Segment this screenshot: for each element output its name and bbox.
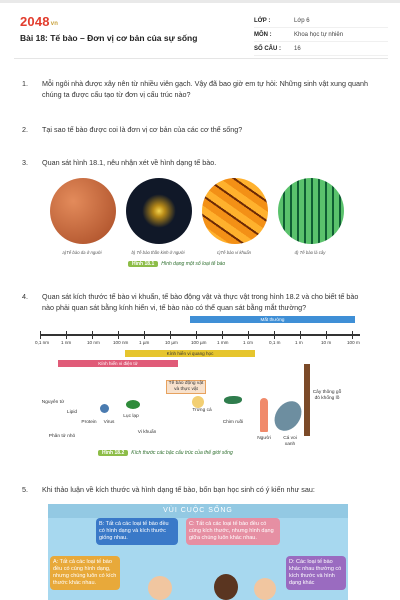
bar-naked-eye: Mắt thường	[190, 316, 355, 323]
figure-caption-18-1: Hình 18.1 Hình dạng một số loại tế bào	[128, 261, 225, 267]
chloroplast-icon	[126, 400, 140, 409]
skin-cell-image	[50, 178, 116, 244]
scale-tick-label: 10 µm	[165, 340, 178, 345]
caption-neuron: b) Tế bào thần kinh ở người	[131, 250, 185, 255]
bar-light-microscope: Kính hiển vi quang học	[125, 350, 255, 357]
question-2: 2. Tại sao tế bào được coi là đơn vị cơ bản của các cơ thể sống?	[22, 125, 243, 134]
scale-tick	[326, 331, 327, 339]
item-atom: Nguyên tử	[41, 400, 65, 405]
scale-tick-label: 0,1 m	[269, 340, 281, 345]
scale-tick-label: 1 nm	[61, 340, 72, 345]
scale-tick-label: 100 nm	[113, 340, 129, 345]
item-fish-egg: Trứng cá	[192, 408, 212, 413]
scale-tick	[196, 331, 197, 339]
student-avatar	[148, 576, 172, 600]
animal-plant-box: Tế bào động vật và thực vật	[166, 380, 206, 394]
neuron-image	[126, 178, 192, 244]
meta-row-count: SỐ CÂU : 16	[254, 42, 388, 56]
figure-18-2	[35, 316, 360, 466]
opinion-b: B: Tất cả các loại tế bào đều có hình dạng và kích thước giống nhau.	[96, 518, 178, 545]
scale-tick	[92, 331, 93, 339]
figure-caption-18-2: Hình 18.2 Kích thước các bậc cấu trúc của thế giới sống	[98, 450, 233, 456]
whale-icon	[269, 396, 307, 436]
item-lipid: Lipid	[66, 410, 78, 415]
scale-tick-label: 1 mm	[217, 340, 229, 345]
human-icon	[260, 398, 268, 432]
leaf-cell-image	[278, 178, 344, 244]
opinion-c: C: Tất cả các loại tế bào đều có cùng kích thước, nhưng hình dạng giữa chúng luôn khác nhau.	[186, 518, 280, 545]
discussion-illustration	[48, 504, 348, 600]
opinion-a: A: Tất cả các loại tế bào đều có cùng hình dạng, nhưng chúng luôn có kích thước khác nhau.	[50, 556, 120, 590]
question-4: 4. Quan sát kích thước tế bào vi khuẩn, tế bào động vật và thực vật trong hình 18.2 và cho biết tế bào nào phải quan sát bằng kính hiển vi, tế bào nào có thể quan sát bằng mắt thường?	[22, 292, 359, 312]
item-small-molecule: Phân tử nhỏ	[48, 434, 76, 439]
scale-tick-label: 10 m	[321, 340, 332, 345]
caption-leaf: d) Tế bào lá cây	[294, 250, 326, 255]
lesson-title: Bài 18: Tế bào – Đơn vị cơ bản của sự sống	[20, 33, 198, 43]
item-bacteria: Vi khuẩn	[137, 430, 157, 435]
scale-tick-label: 1 µm	[139, 340, 150, 345]
meta-row-class: LỚP : Lớp 6	[254, 14, 388, 28]
item-human: Người	[257, 436, 271, 441]
tree-icon	[304, 364, 310, 436]
scale-tick	[118, 331, 119, 339]
virus-icon	[100, 404, 109, 413]
item-hummingbird: Chim ruồi	[222, 420, 244, 425]
scale-tick-label: 100 µm	[191, 340, 207, 345]
question-3: 3. Quan sát hình 18.1, nêu nhận xét về hình dạng tế bào.	[22, 158, 217, 167]
item-protein: Protein	[81, 420, 97, 425]
scale-axis	[40, 334, 360, 336]
caption-skin: a)Tế bào da ở người	[62, 250, 102, 255]
meta-row-subject: MÔN : Khoa học tự nhiên	[254, 28, 388, 42]
scale-tick-label: 1 m	[295, 340, 303, 345]
scale-tick	[274, 331, 275, 339]
question-1: 1. Mỗi ngôi nhà được xây nên từ nhiều viên gạch. Vậy đã bao giờ em tự hỏi: Những sinh vật xung quanh chúng ta được cấu tạo từ đơn vị cấu trúc nào?	[22, 79, 368, 99]
hummingbird-icon	[224, 396, 242, 404]
scene-banner: VÙI CUỘC SỐNG	[48, 504, 348, 518]
fish-egg-icon	[192, 396, 204, 408]
bacteria-image	[202, 178, 268, 244]
lesson-meta	[254, 14, 388, 56]
scale-tick-label: 10 nm	[87, 340, 100, 345]
scale-tick	[300, 331, 301, 339]
scale-tick	[352, 331, 353, 339]
item-virus: Virus	[103, 420, 115, 425]
scale-tick	[40, 331, 41, 339]
item-chloroplast: Lục lạp	[123, 414, 139, 419]
worksheet-header	[14, 12, 388, 59]
scale-tick	[248, 331, 249, 339]
scale-tick	[222, 331, 223, 339]
scale-tick-label: 100 m	[347, 340, 360, 345]
opinion-d: D: Các loại tế bào khác nhau thường có kích thước và hình dạng khác	[286, 556, 346, 590]
bar-electron-microscope: Kính hiển vi điện tử	[58, 360, 178, 367]
caption-bacteria: c)Tế bào vi khuẩn	[216, 250, 252, 255]
scale-tick	[144, 331, 145, 339]
site-logo[interactable]: 2048vn	[20, 14, 59, 29]
top-divider	[0, 0, 400, 3]
scale-tick-label: 0,1 nm	[35, 340, 50, 345]
question-5: 5. Khi thảo luận về kích thước và hình dạng tế bào, bốn bạn học sinh có ý kiến như sau:	[22, 485, 315, 494]
scale-tick	[66, 331, 67, 339]
figure-18-1	[48, 178, 338, 268]
scale-tick-label: 1 cm	[243, 340, 253, 345]
student-avatar	[254, 578, 276, 600]
student-avatar	[214, 574, 238, 600]
item-sequoia: Cây thông gỗ đỏ khổng lồ	[312, 390, 342, 401]
item-blue-whale: Cá voi xanh	[283, 436, 297, 447]
scale-tick	[170, 331, 171, 339]
